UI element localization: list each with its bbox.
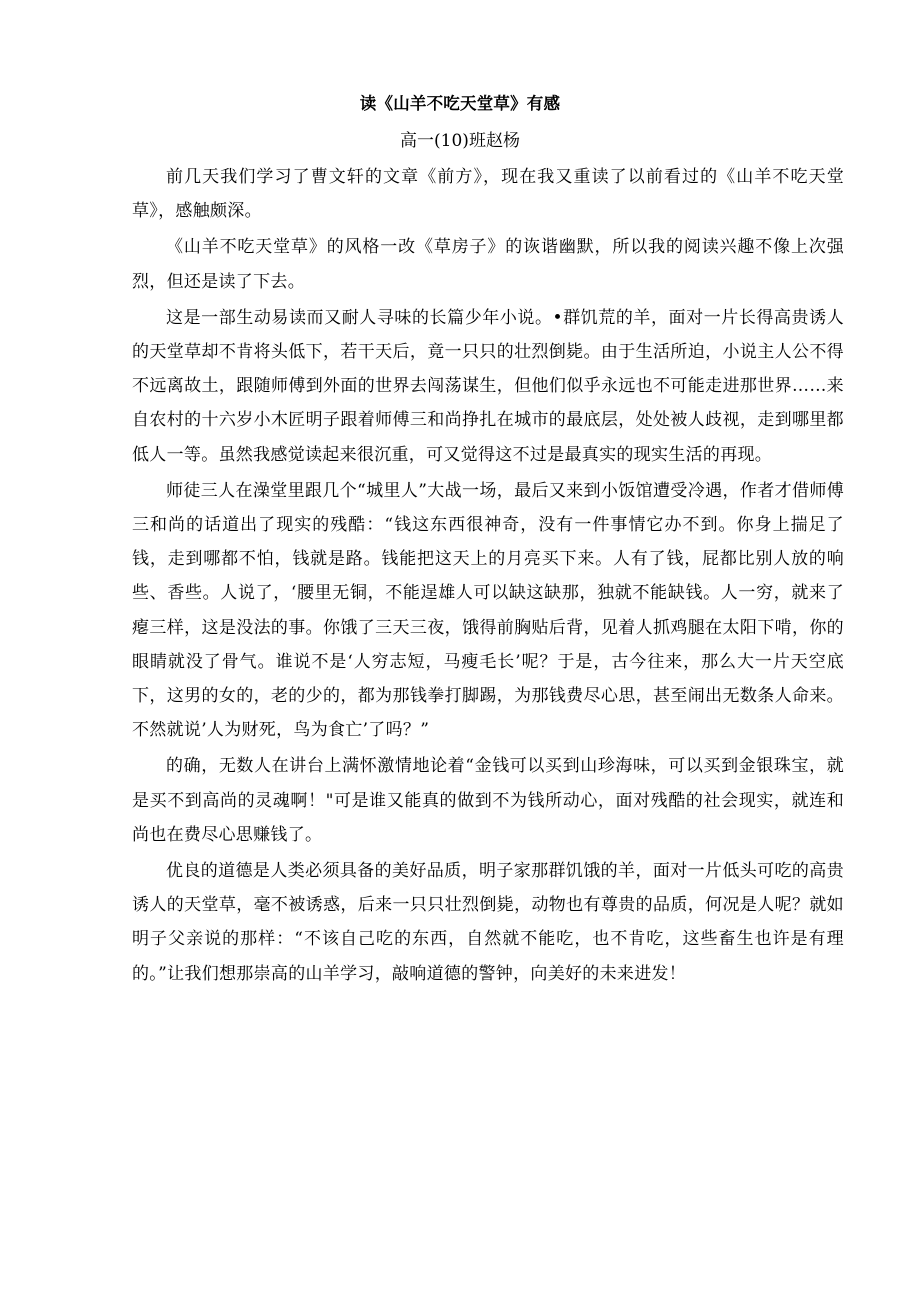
document-title: 读《山羊不吃天堂草》有感 xyxy=(359,94,561,113)
paragraph-5: 的确，无数人在讲台上满怀激情地论着“金钱可以买到山珍海味，可以买到金银珠宝，就是买不到高尚的灵魂啊！"可是谁又能真的做到不为钱所动心，面对残酷的社会现实，就连和尚也在费尽心思赚钱了。 xyxy=(132,756,844,845)
paragraph-4: 师徒三人在澡堂里跟几个“城里人”大战一场，最后又来到小饭馆遭受冷遇，作者才借师傅三和尚的话道出了现实的残酷：“钱这东西很神奇，没有一件事情它办不到。你身上揣足了钱，走到哪都不怕，钱就是路。钱能把这天上的月亮买下来。人有了钱，屁都比别人放的响些、香些。人说了，‘腰里无铜，不能逞雄人可以缺这缺那，独就不能缺钱。人一穷，就来了瘪三样，这是没法的事。你饿了三天三夜，饿得前胸贴后背，见着人抓鸡腿在太阳下啃，你的眼睛就没了骨气。谁说不是‘人穷志短，马瘦毛长’呢？于是，古今往来，那么大一片天空底下，这男的女的，老的少的，都为那钱拳打脚踢，为那钱费尽心思，甚至闹出无数条人命来。不然就说’人为财死，鸟为食亡’了吗？” xyxy=(132,480,844,741)
paragraph-6: 优良的道德是人类必须具备的美好品质，明子家那群饥饿的羊，面对一片低头可吃的高贵诱人的天堂草，毫不被诱惑，后来一只只壮烈倒毙，动物也有尊贵的品质，何况是人呢？就如明子父亲说的那样：“不该自己吃的东西，自然就不能吃，也不肯吃，这些畜生也许是有理的。”让我们想那崇高的山羊学习，敲响道德的警钟，向美好的未来进发！ xyxy=(132,861,844,984)
author-byline: 高一(10)班赵杨 xyxy=(400,131,520,151)
document-body xyxy=(132,160,844,993)
paragraph-2: 《山羊不吃天堂草》的风格一改《草房子》的诙谐幽默，所以我的阅读兴趣不像上次强烈，但还是读了下去。 xyxy=(132,237,844,292)
paragraph-3: 这是一部生动易读而又耐人寻味的长篇少年小说。•群饥荒的羊，面对一片长得高贵诱人的天堂草却不肯将头低下，若干天后，竟一只只的壮烈倒毙。由于生活所迫，小说主人公不得不远离故土，跟随师傅到外面的世界去闯荡谋生，但他们似乎永远也不可能走进那世界……来自农村的十六岁小木匠明子跟着师傅三和尚挣扎在城市的最底层，处处被人歧视，走到哪里都低人一等。虽然我感觉读起来很沉重，可又觉得这不过是最真实的现实生活的再现。 xyxy=(132,307,844,465)
paragraph-1: 前几天我们学习了曹文轩的文章《前方》，现在我又重读了以前看过的《山羊不吃天堂草》，感触颇深。 xyxy=(132,167,844,222)
